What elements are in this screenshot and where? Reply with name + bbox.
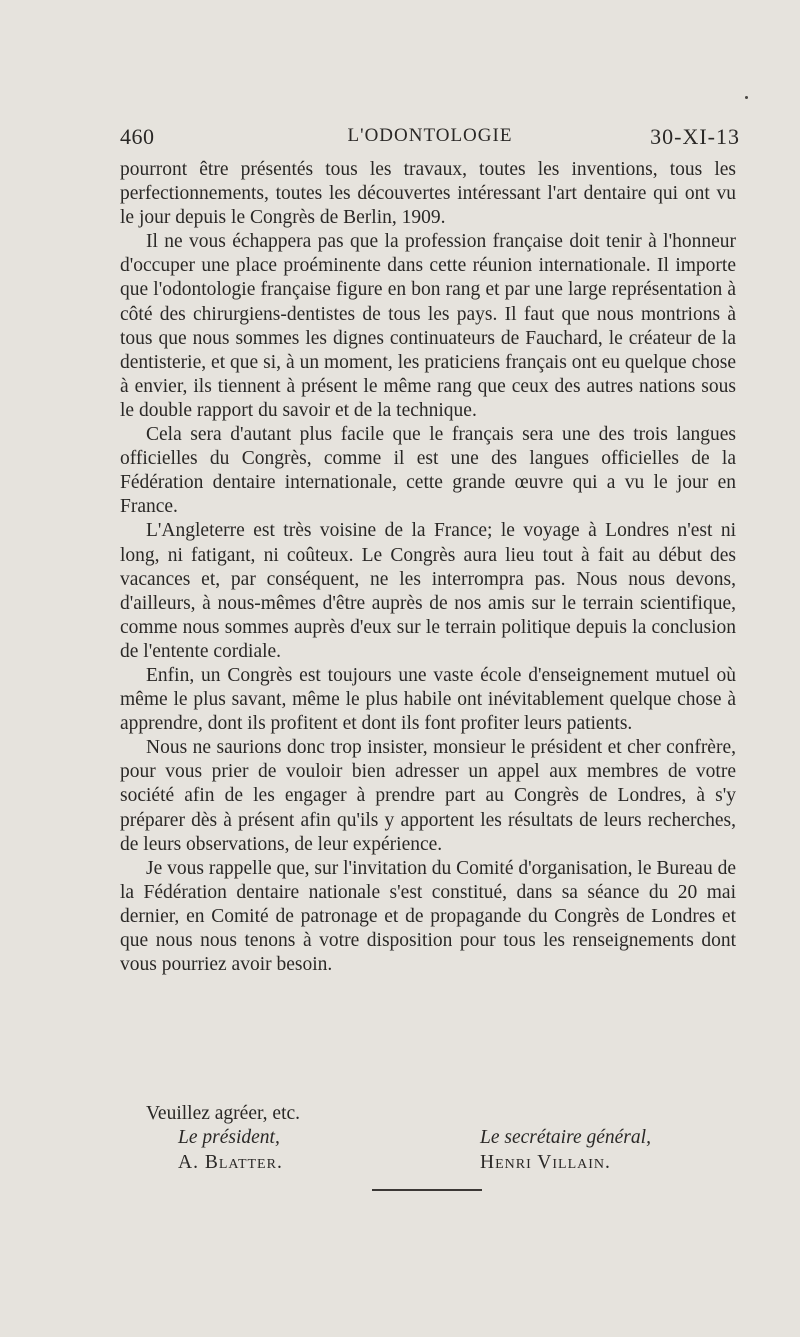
signature-secretary: [480, 1126, 651, 1175]
paragraph: L'Angleterre est très voisine de la France; le voyage à Londres n'est ni long, ni fatigant, ni coûteux. Le Congrès aura lieu tout à fait au début des vacances et, par conséquent, ne les interrompra pas. Nous nous devons, d'ailleurs, à nous-mêmes d'être auprès de nos amis sur le terrain scientifique, comme nous sommes auprès d'eux sur le terrain politique depuis la conclusion de l'entente cordiale.: [120, 520, 736, 662]
paragraph: Il ne vous échappera pas que la profession française doit tenir à l'honneur d'occuper une place proéminente dans cette réunion internationale. Il importe que l'odontologie française figure en bon rang et par une large représentation à côté des chirurgiens-dentistes de tous les pays. Il faut que nous montrions à tous que nous sommes les dignes continuateurs de Fauchard, le créateur de la dentisterie, et que si, à un moment, les praticiens français ont eu quelque chose à envier, ils tiennent à présent le même rang que ceux des autres nations sous le double rapport du savoir et de la technique.: [120, 231, 736, 421]
paragraph: Enfin, un Congrès est toujours une vaste école d'enseignement mutuel où même le plus savant, même le plus habile ont inévitablement quelque chose à apprendre, dont ils profitent et dont ils font profiter leurs patients.: [120, 664, 736, 735]
journal-title: L'ODONTOLOGIE: [347, 125, 513, 146]
issue-date: 30-XI-13: [650, 124, 740, 149]
signature-name: Henri Villain.: [480, 1151, 611, 1173]
signature-role: Le secrétaire général,: [480, 1127, 651, 1148]
print-speck: [745, 96, 748, 99]
signature-president: [178, 1126, 283, 1175]
end-rule: [372, 1189, 482, 1191]
paragraph: Nous ne saurions donc trop insister, monsieur le président et cher confrère, pour vous prier de vouloir bien adresser un appel aux membres de votre société afin de les engager à prendre part au Congrès de Londres, à s'y préparer dès à présent afin qu'ils y apportent les résultats de leurs recherches, de leurs observations, de leur expérience.: [120, 737, 736, 855]
page-number: 460: [120, 124, 155, 149]
letter-body: [120, 158, 736, 977]
signature-name: A. Blatter.: [178, 1151, 283, 1173]
running-header: [120, 124, 740, 154]
paragraph: Je vous rappelle que, sur l'invitation du Comité d'organisation, le Bureau de la Fédération dentaire nationale s'est constitué, dans sa séance du 20 mai dernier, en Comité de patronage et de propagande du Congrès de Londres et que nous nous tenons à votre disposition pour tous les renseignements dont vous pourriez avoir besoin.: [120, 857, 736, 976]
paragraph: Cela sera d'autant plus facile que le français sera une des trois langues officielles du Congrès, comme il est une des langues officielles de la Fédération dentaire internationale, cette grande œuvre qui a vu le jour en France.: [120, 424, 736, 518]
paragraph-continued: pourront être présentés tous les travaux, toutes les inventions, tous les perfectionnements, toutes les découvertes intéressant l'art dentaire qui ont vu le jour depuis le Congrès de Berlin, 1909.: [120, 159, 736, 229]
signature-role: Le président,: [178, 1127, 280, 1148]
closing-formula: Veuillez agréer, etc.: [146, 1103, 301, 1124]
